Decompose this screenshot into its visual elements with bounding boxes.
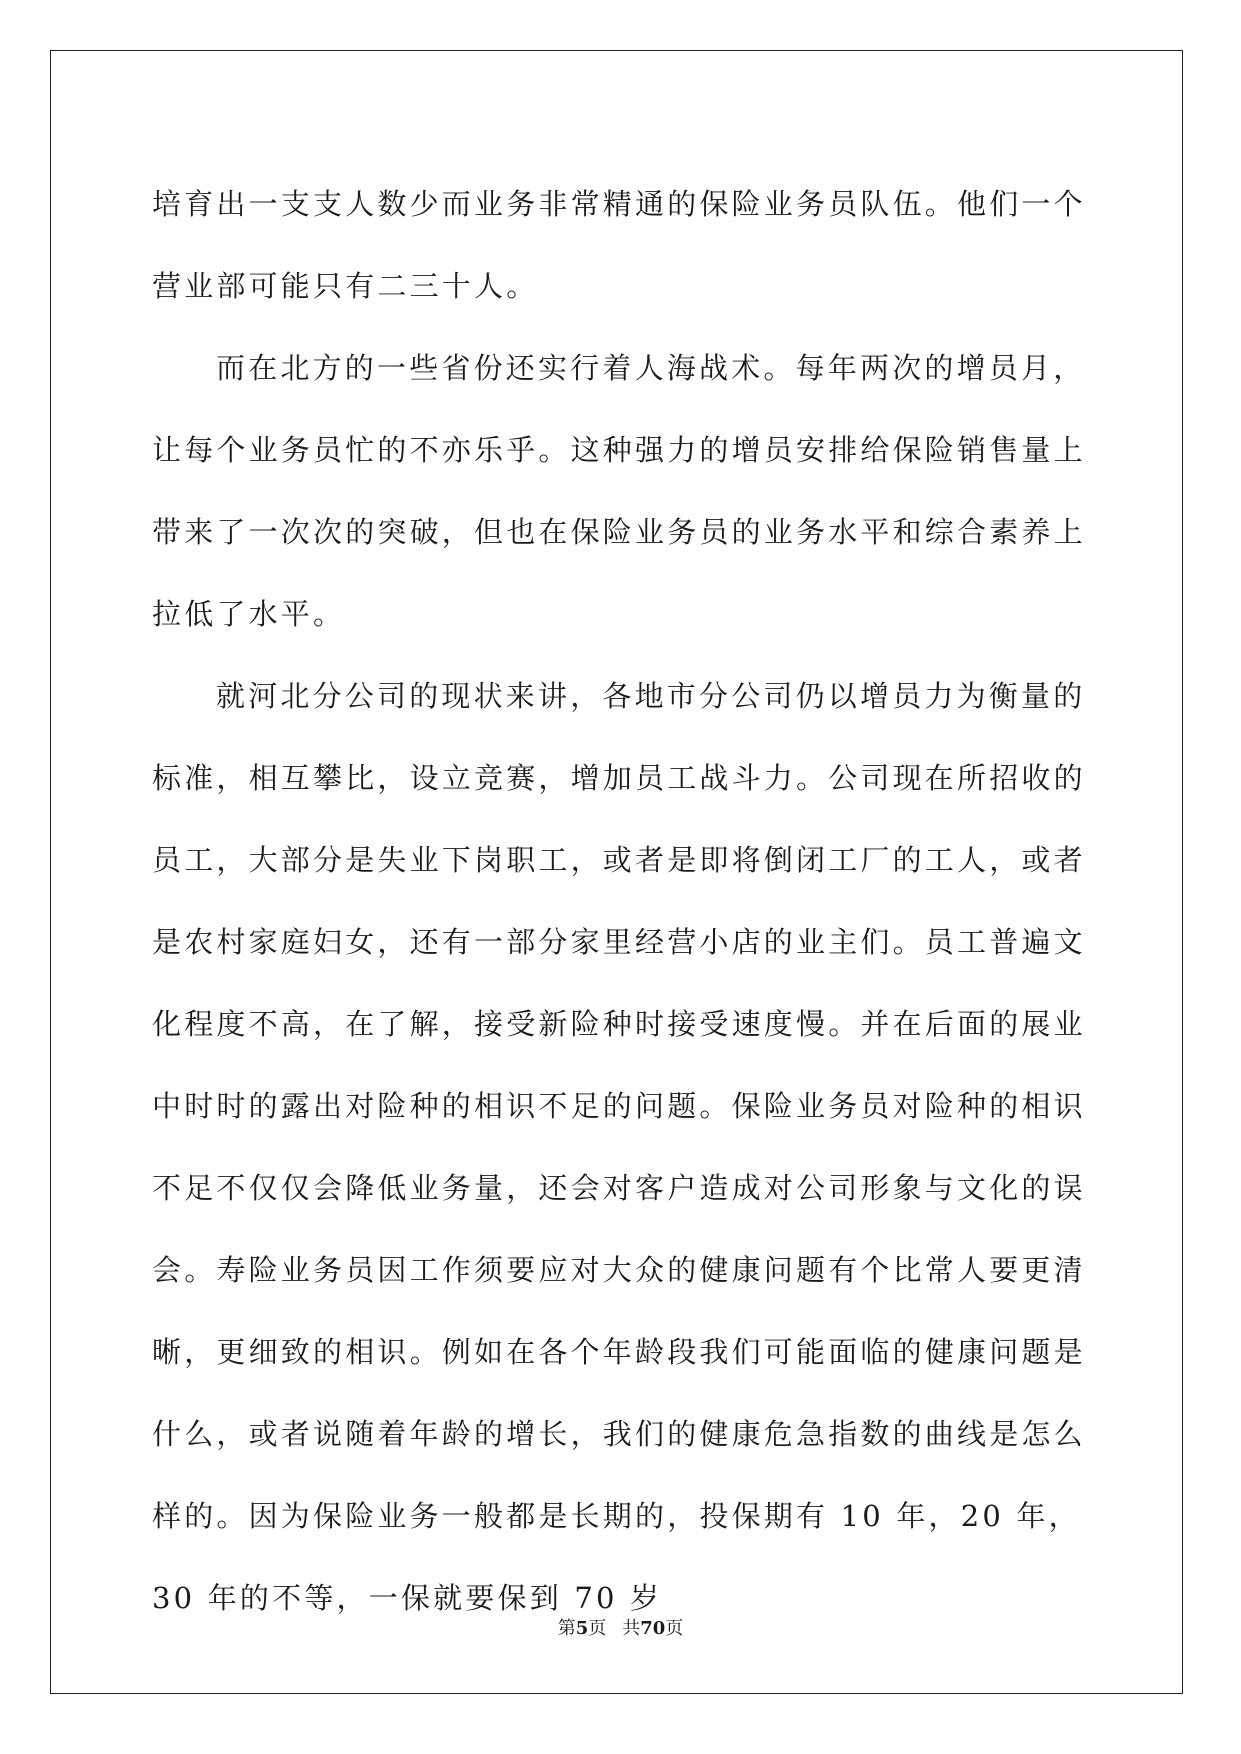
paragraph-3: 就河北分公司的现状来讲，各地市分公司仍以增员力为衡量的标准，相互攀比，设立竞赛，增加员工战斗力。公司现在所招收的员工，大部分是失业下岗职工，或者是即将倒闭工厂的工人，或者是农村家庭妇女，还有一部分家里经营小店的业主们。员工普遍文化程度不高，在了解，接受新险种时接受速度慢。并在后面的展业中时时的露出对险种的相识不足的问题。保险业务员对险种的相识不足不仅仅会降低业务量，还会对客户造成对公司形象与文化的误会。寿险业务员因工作须要应对大众的健康问题有个比常人要更清晰，更细致的相识。例如在各个年龄段我们可能面临的健康问题是什么，或者说随着年龄的增长，我们的健康危急指数的曲线是怎么样的。因为保险业务一般都是长期的，投保期有 10 年，20 年，30 年的不等，一保就要保到 70 岁 <box>152 679 1086 1615</box>
paragraph-1: 培育出一支支人数少而业务非常精通的保险业务员队伍。他们一个营业部可能只有二三十人。 <box>152 187 1086 303</box>
page-suffix: 页 <box>588 1618 607 1639</box>
total-prefix: 共 <box>622 1618 641 1639</box>
total-suffix: 页 <box>665 1618 684 1639</box>
page-footer <box>0 1617 1241 1641</box>
document-body <box>152 163 1086 1639</box>
paragraph-2: 而在北方的一些省份还实行着人海战术。每年两次的增员月，让每个业务员忙的不亦乐乎。这种强力的增员安排给保险销售量上带来了一次次的突破，但也在保险业务员的业务水平和综合素养上拉低了水平。 <box>152 351 1086 631</box>
total-pages: 70 <box>640 1618 666 1639</box>
page-number: 5 <box>575 1618 589 1639</box>
page-prefix: 第 <box>557 1618 576 1639</box>
